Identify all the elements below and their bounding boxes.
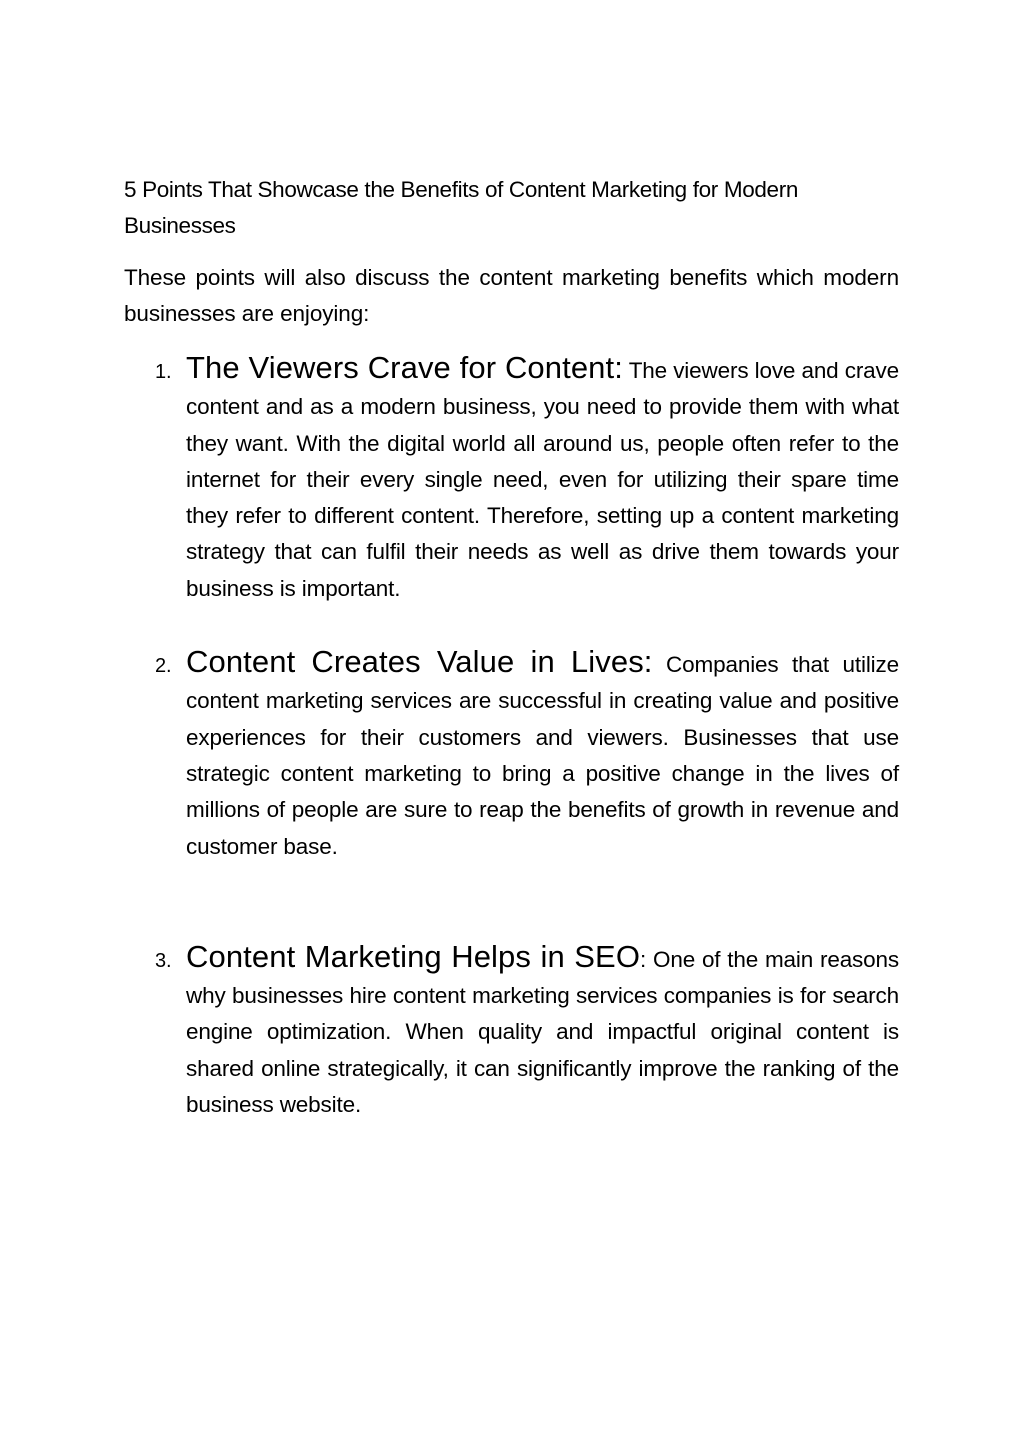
list-item	[124, 939, 899, 1123]
benefits-list	[124, 350, 899, 1123]
list-item-heading: Content Marketing Helps in SEO	[186, 938, 641, 974]
list-item-number: 2.	[155, 655, 172, 678]
list-item-number: 3.	[155, 949, 172, 972]
intro-paragraph: These points will also discuss the content marketing benefits which modern businesses are enjoying:	[124, 265, 899, 326]
list-item	[124, 644, 899, 865]
list-item-body: One of the main reasons why businesses hire content marketing services companies is for search engine optimization. When quality and impactful original content is shared online strategically, it can significantly improve the ranking of the business website.	[186, 946, 899, 1118]
list-item	[124, 350, 899, 607]
list-item-body: Companies that utilize content marketing services are successful in creating value and positive experiences for their customers and viewers. Businesses that use strategic content marketing to bring a positive change in the lives of millions of people are sure to reap the benefits of growth in revenue and customer base.	[186, 652, 899, 859]
list-item-number: 1.	[155, 361, 172, 383]
list-item-body: The viewers love and crave content and as a modern business, you need to provide them with what they want. With the digital world all around us, people often refer to the internet for their every single need, even for utilizing their spare time they refer to different content. Therefore, setting up a content marketing strategy that can fulfil their needs as well as drive them towards your business is important.	[186, 358, 899, 601]
list-item-separator: :	[640, 946, 647, 972]
document-content	[124, 172, 899, 1123]
list-item-heading: The Viewers Crave for Content:	[186, 350, 623, 385]
document-title: 5 Points That Showcase the Benefits of Content Marketing for Modern Businesses	[124, 177, 799, 238]
list-item-heading: Content Creates Value in Lives:	[186, 644, 653, 680]
